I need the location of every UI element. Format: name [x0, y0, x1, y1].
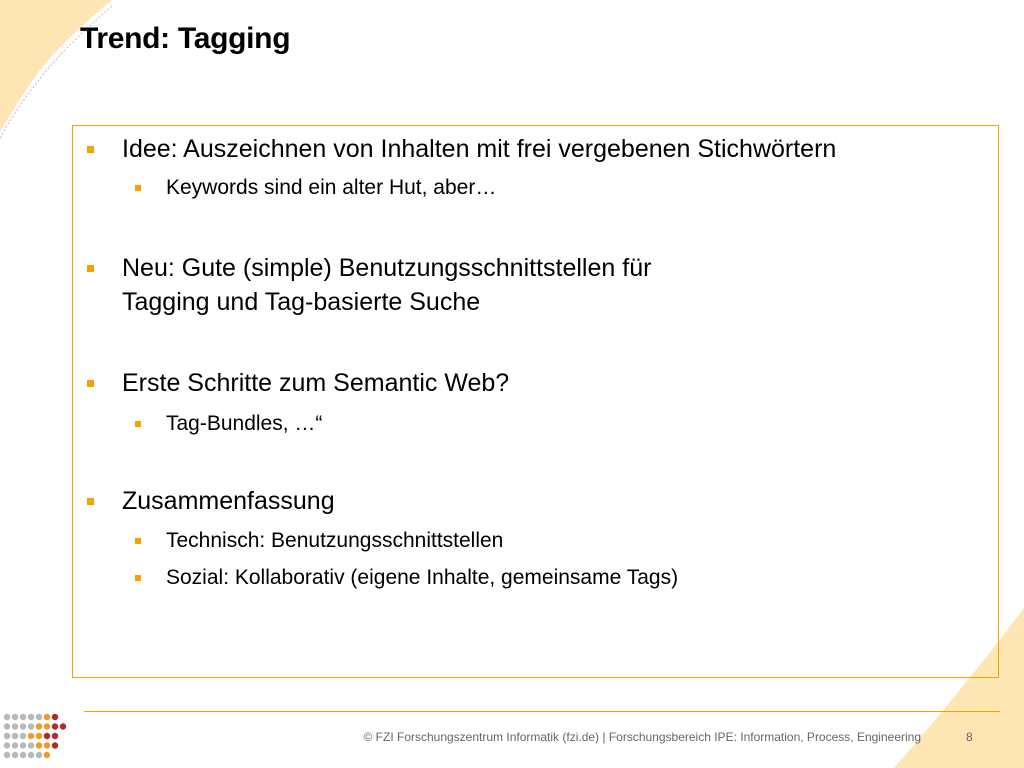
bullet-icon	[87, 265, 94, 272]
logo-dot	[28, 752, 34, 758]
logo-dot	[28, 714, 34, 720]
logo-dot	[4, 723, 10, 729]
page-number: 8	[966, 730, 973, 744]
logo-dot	[44, 752, 50, 758]
bullet-text: Neu: Gute (simple) Benutzungsschnittstellen für Tagging und Tag-basierte Suche	[122, 254, 652, 316]
bullet-item	[87, 366, 509, 400]
footer-divider	[84, 711, 1000, 712]
logo-dot	[60, 723, 66, 729]
logo-dot	[12, 733, 18, 739]
corner-swoosh-decoration	[0, 0, 120, 140]
logo-dot	[20, 752, 26, 758]
dot-grid-logo	[2, 712, 70, 764]
logo-dot	[12, 752, 18, 758]
bullet-icon	[87, 380, 94, 387]
bullet-text: Keywords sind ein alter Hut, aber…	[166, 176, 497, 199]
logo-dot	[12, 742, 18, 748]
logo-dot	[12, 723, 18, 729]
sub-bullet-item	[135, 528, 503, 554]
logo-dot	[20, 742, 26, 748]
bullet-text: Sozial: Kollaborativ (eigene Inhalte, gemeinsame Tags)	[166, 566, 679, 589]
logo-dot	[44, 742, 50, 748]
logo-dot	[44, 723, 50, 729]
logo-dot	[52, 742, 58, 748]
bullet-text: Technisch: Benutzungsschnittstellen	[166, 529, 504, 552]
slide-title: Trend: Tagging	[80, 22, 291, 55]
logo-dot	[12, 714, 18, 720]
logo-dot	[52, 723, 58, 729]
bullet-item	[87, 484, 335, 518]
logo-dot	[20, 723, 26, 729]
bullet-text: Erste Schritte zum Semantic Web?	[122, 369, 510, 397]
logo-dot	[4, 742, 10, 748]
logo-dot	[28, 733, 34, 739]
logo-dot	[28, 742, 34, 748]
logo-dot	[44, 733, 50, 739]
footer-text: © FZI Forschungszentrum Informatik (fzi.de) | Forschungsbereich IPE: Information, Process, Engineering	[363, 730, 921, 744]
logo-dot	[36, 723, 42, 729]
logo-dot	[28, 723, 34, 729]
bullet-icon	[135, 538, 141, 544]
logo-dot	[4, 733, 10, 739]
bullet-item	[87, 132, 836, 166]
bullet-icon	[135, 185, 141, 191]
bullet-text: Tag-Bundles, …“	[166, 412, 323, 435]
logo-dot	[20, 733, 26, 739]
logo-dot	[36, 742, 42, 748]
bullet-icon	[135, 575, 141, 581]
content-box	[72, 125, 999, 678]
logo-dot	[36, 714, 42, 720]
bullet-item	[87, 251, 651, 319]
logo-dot	[4, 752, 10, 758]
logo-dot	[52, 714, 58, 720]
bullet-icon	[135, 421, 141, 427]
sub-bullet-item	[135, 565, 678, 591]
bullet-icon	[87, 498, 94, 505]
sub-bullet-item	[135, 411, 322, 437]
logo-dot	[20, 714, 26, 720]
logo-dot	[4, 714, 10, 720]
sub-bullet-item	[135, 175, 496, 201]
logo-dot	[36, 752, 42, 758]
logo-dot	[36, 733, 42, 739]
bullet-text: Idee: Auszeichnen von Inhalten mit frei vergebenen Stichwörtern	[122, 135, 837, 163]
bullet-icon	[87, 146, 94, 153]
logo-dot	[52, 733, 58, 739]
bullet-text: Zusammenfassung	[122, 487, 335, 515]
logo-dot	[44, 714, 50, 720]
